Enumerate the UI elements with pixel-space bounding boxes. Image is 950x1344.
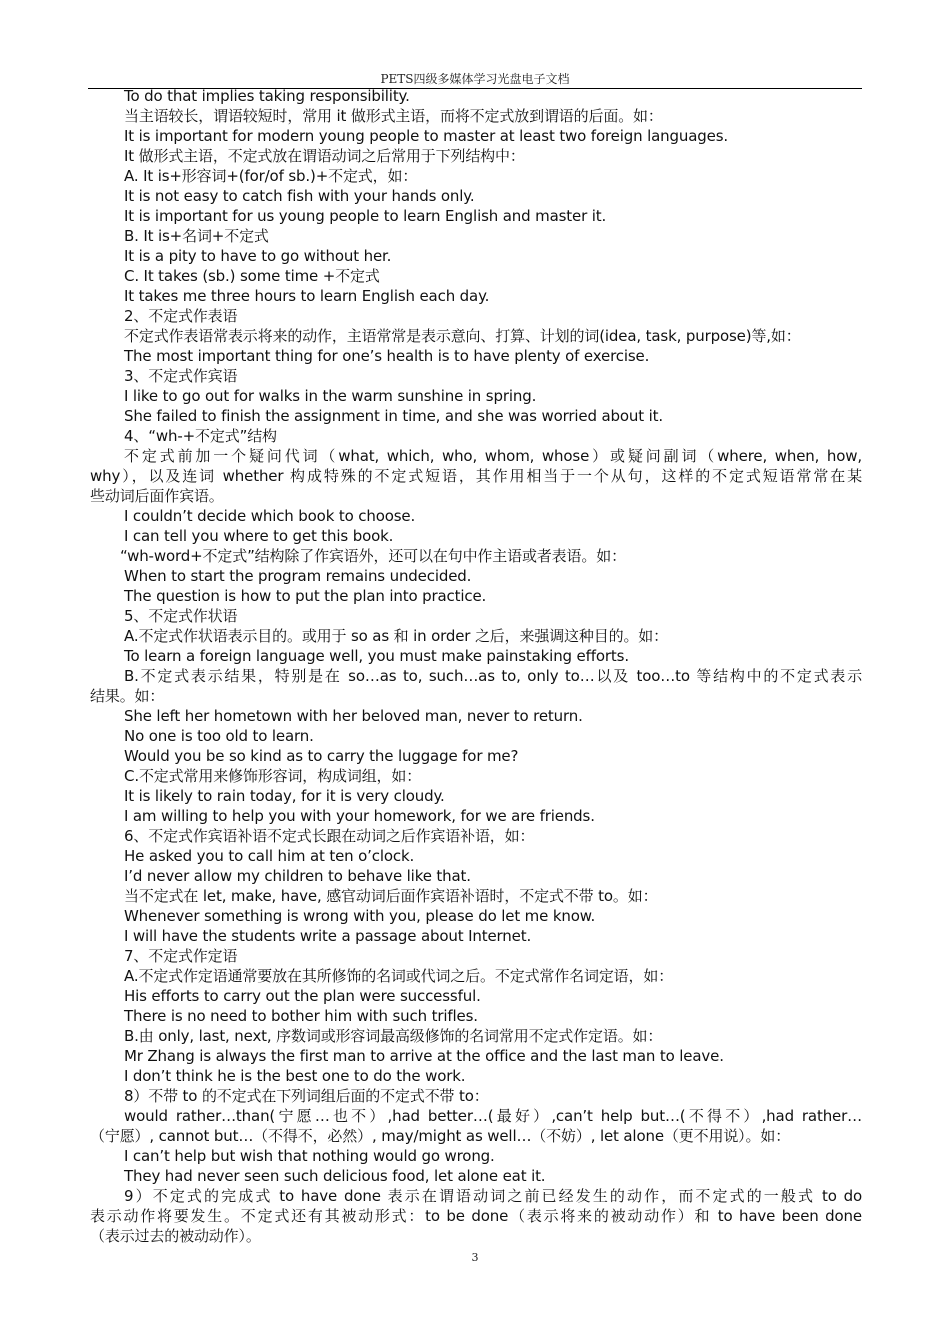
text-line: C. It takes (sb.) some time +不定式 xyxy=(124,267,380,285)
text-line: It 做形式主语，不定式放在谓语动词之后常用于下列结构中： xyxy=(124,147,525,165)
text-line: I can tell you where to get this book. xyxy=(124,527,394,545)
section-heading: 2、不定式作表语 xyxy=(124,307,238,325)
section-heading: 6、不定式作宾语补语不定式长跟在动词之后作宾语补语，如： xyxy=(124,827,535,845)
text-line: I couldn’t decide which book to choose. xyxy=(124,507,416,525)
text-line: B.不定式表示结果，特别是在 so…as to, such…as to, only to…以及 too…to 等结构中的不定式表示 xyxy=(124,667,862,685)
text-line: They had never seen such delicious food, let alone eat it. xyxy=(124,1167,546,1185)
text-line: Would you be so kind as to carry the luggage for me? xyxy=(124,747,519,765)
page-number: 3 xyxy=(471,1251,479,1264)
text-line: 表示动作将要发生。不定式还有其被动形式：to be done（表示将来的被动动作）和 to have been done xyxy=(90,1207,862,1225)
text-line: A.不定式作状语表示目的。或用于 so as 和 in order 之后，来强调这种目的。如： xyxy=(124,627,668,645)
text-line: It is important for modern young people to master at least two foreign languages. xyxy=(124,127,729,145)
text-line: B.由 only, last, next, 序数词或形容词最高级修饰的名词常用不定式作定语。如： xyxy=(124,1027,663,1045)
text-line: It is a pity to have to go without her. xyxy=(124,247,392,265)
text-line: （宁愿）, cannot but…（不得不，必然）, may/might as well…（不妨）, let alone（更不用说）。如： xyxy=(90,1127,791,1145)
text-line: B. It is+名词+不定式 xyxy=(124,227,269,245)
text-line: 当主语较长，谓语较短时，常用 it 做形式主语，而将不定式放到谓语的后面。如： xyxy=(124,107,663,125)
text-line: His efforts to carry out the plan were successful. xyxy=(124,987,481,1005)
section-heading: 9）不定式的完成式 to have done 表示在谓语动词之前已经发生的动作，而不定式的一般式 to do xyxy=(124,1187,862,1205)
text-line: A.不定式作定语通常要放在其所修饰的名词或代词之后。不定式常作名词定语，如： xyxy=(124,967,674,985)
text-line: There is no need to bother him with such trifles. xyxy=(124,1007,478,1025)
section-heading: 3、不定式作宾语 xyxy=(124,367,238,385)
text-line: The question is how to put the plan into practice. xyxy=(124,587,487,605)
text-line: Mr Zhang is always the first man to arrive at the office and the last man to leave. xyxy=(124,1047,724,1065)
text-line: To learn a foreign language well, you must make painstaking efforts. xyxy=(124,647,629,665)
text-line: It is important for us young people to learn English and master it. xyxy=(124,207,607,225)
section-heading: 5、不定式作状语 xyxy=(124,607,238,625)
text-line: （表示过去的被动动作）。 xyxy=(90,1227,261,1245)
text-line: To do that implies taking responsibility. xyxy=(124,87,410,105)
text-line: 结果。如： xyxy=(90,687,165,705)
text-line: I don’t think he is the best one to do the work. xyxy=(124,1067,466,1085)
text-line: 不定式前加一个疑问代词（what, which, who, whom, whose）或疑问副词（where, when, how, xyxy=(124,447,862,465)
text-line: It is likely to rain today, for it is very cloudy. xyxy=(124,787,445,805)
text-line: 些动词后面作宾语。 xyxy=(90,487,224,505)
text-line: When to start the program remains undecided. xyxy=(124,567,472,585)
text-line: She failed to finish the assignment in time, and she was worried about it. xyxy=(124,407,663,425)
section-heading: 8）不带 to 的不定式在下列词组后面的不定式不带 to： xyxy=(124,1087,489,1105)
text-line: 当不定式在 let, make, have, 感官动词后面作宾语补语时，不定式不带 to。如： xyxy=(124,887,658,905)
text-line: No one is too old to learn. xyxy=(124,727,314,745)
text-line: Whenever something is wrong with you, please do let me know. xyxy=(124,907,596,925)
section-heading: 7、不定式作定语 xyxy=(124,947,238,965)
text-line: It takes me three hours to learn English each day. xyxy=(124,287,490,305)
text-line: I will have the students write a passage about Internet. xyxy=(124,927,532,945)
text-line: He asked you to call him at ten o’clock. xyxy=(124,847,415,865)
text-line: It is not easy to catch fish with your hands only. xyxy=(124,187,475,205)
text-line: 不定式作表语常表示将来的动作，主语常常是表示意向、打算、计划的词(idea, task, purpose)等,如： xyxy=(124,327,801,345)
document-body xyxy=(90,86,862,1246)
text-line: I’d never allow my children to behave like that. xyxy=(124,867,471,885)
text-line: why），以及连词 whether 构成特殊的不定式短语，其作用相当于一个从句，这样的不定式短语常常在某 xyxy=(90,467,862,485)
text-line: I can’t help but wish that nothing would go wrong. xyxy=(124,1147,495,1165)
text-line: would rather…than(宁愿…也不）,had better…(最好）,can’t help but…(不得不）,had rather… xyxy=(124,1107,862,1125)
text-line: “wh-word+不定式”结构除了作宾语外，还可以在句中作主语或者表语。如： xyxy=(120,547,626,565)
text-line: The most important thing for one’s health is to have plenty of exercise. xyxy=(124,347,650,365)
text-line: A. It is+形容词+(for/of sb.)+不定式，如： xyxy=(124,167,418,185)
text-line: She left her hometown with her beloved man, never to return. xyxy=(124,707,583,725)
page-header: PETS四级多媒体学习光盘电子文档 xyxy=(88,70,862,89)
text-line: I like to go out for walks in the warm sunshine in spring. xyxy=(124,387,537,405)
section-heading: 4、“wh-+不定式”结构 xyxy=(124,427,277,445)
text-line: I am willing to help you with your homework, for we are friends. xyxy=(124,807,595,825)
text-line: C.不定式常用来修饰形容词，构成词组，如： xyxy=(124,767,422,785)
